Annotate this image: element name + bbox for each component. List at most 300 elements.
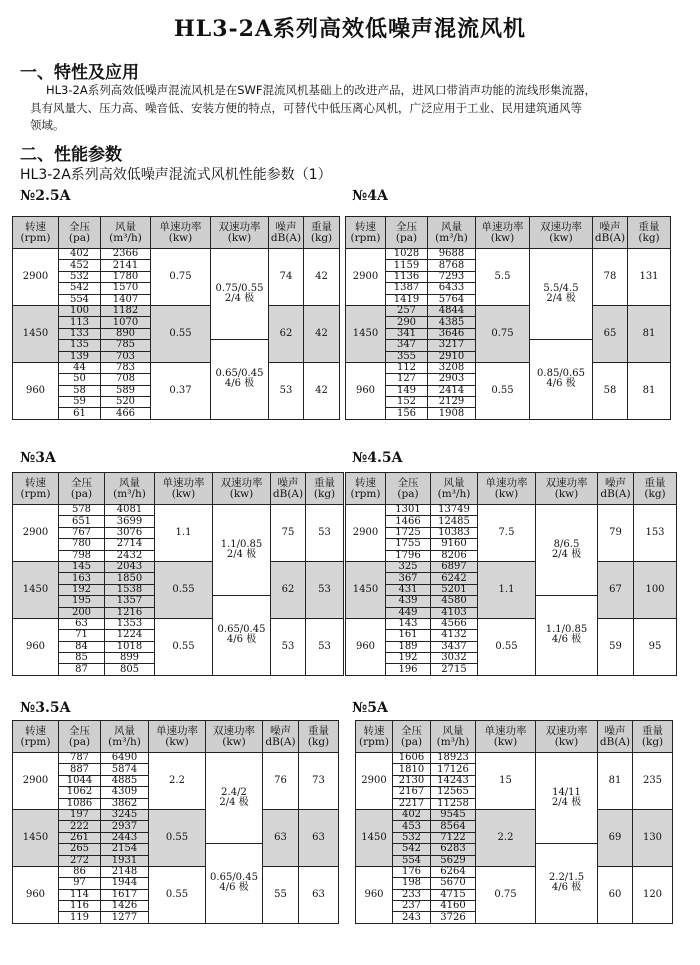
header-label: 转速 <box>355 476 376 489</box>
airflow-cell: 1353 <box>105 618 155 629</box>
airflow-cell: 1070 <box>101 317 151 328</box>
intro-line-3: 领域。 <box>30 118 65 132</box>
pressure-cell: 127 <box>386 374 428 385</box>
speed-cell: 960 <box>13 618 59 675</box>
airflow-cell: 2432 <box>105 550 155 561</box>
airflow-cell: 3726 <box>431 912 476 923</box>
pressure-cell: 163 <box>59 573 105 584</box>
model-label: №5A <box>352 700 388 716</box>
airflow-cell: 1277 <box>101 912 149 923</box>
header-label: 风量 <box>443 476 465 489</box>
header-label: 单速功率 <box>484 724 527 737</box>
airflow-cell: 4580 <box>431 596 478 607</box>
dual-pole-label: 4/6 极 <box>226 634 257 646</box>
header-unit: (kg) <box>641 735 664 748</box>
pressure-cell: 97 <box>59 878 101 889</box>
header-unit: dB(A) <box>265 735 296 748</box>
airflow-cell: 18923 <box>431 753 476 764</box>
airflow-cell: 2366 <box>101 249 151 260</box>
header-unit: (kg) <box>313 487 336 500</box>
airflow-cell: 3646 <box>428 328 476 339</box>
weight-cell: 42 <box>304 305 340 362</box>
header-label: 单速功率 <box>156 724 198 737</box>
single-power-cell: 0.55 <box>149 809 206 866</box>
single-power-cell: 15 <box>476 753 536 810</box>
header-unit: (kw) <box>490 231 515 244</box>
section-heading-performance: 二、性能参数 <box>20 145 122 165</box>
header-label: 噪声 <box>599 220 621 233</box>
dual-power-cell <box>206 844 263 924</box>
airflow-cell: 2937 <box>101 821 149 832</box>
airflow-cell: 708 <box>101 374 151 385</box>
pressure-cell: 1136 <box>386 271 428 282</box>
airflow-cell: 6283 <box>431 844 476 855</box>
pressure-cell: 197 <box>59 809 101 820</box>
pressure-cell: 272 <box>59 855 101 866</box>
speed-cell: 960 <box>13 362 59 419</box>
header-unit: (rpm) <box>20 487 51 500</box>
pressure-cell: 116 <box>59 901 101 912</box>
header-label: 重量 <box>311 220 332 233</box>
dual-pole-label: 4/6 极 <box>546 378 576 390</box>
single-power-cell: 0.37 <box>151 362 211 419</box>
header-label: 风量 <box>441 220 462 233</box>
airflow-cell: 2414 <box>428 385 476 396</box>
airflow-cell: 10383 <box>431 527 478 538</box>
weight-cell: 42 <box>304 362 340 419</box>
column-header <box>59 721 101 753</box>
pressure-cell: 431 <box>386 584 431 595</box>
header-label: 转速 <box>363 724 385 737</box>
airflow-cell: 8564 <box>431 821 476 832</box>
table-row <box>346 305 671 316</box>
dual-pole-label: 2/4 极 <box>551 549 582 561</box>
header-label: 全压 <box>71 476 92 489</box>
airflow-cell: 3217 <box>428 340 476 351</box>
airflow-cell: 3437 <box>431 641 478 652</box>
dual-power-cell <box>211 340 269 420</box>
airflow-cell: 1908 <box>428 408 476 419</box>
header-unit: (rpm) <box>20 231 51 244</box>
pressure-cell: 452 <box>59 260 101 271</box>
dual-pole-label: 2/4 极 <box>224 293 255 305</box>
noise-cell: 55 <box>263 866 299 923</box>
performance-table <box>345 216 671 420</box>
weight-cell: 53 <box>306 618 344 675</box>
pressure-cell: 1387 <box>386 283 428 294</box>
header-unit: (rpm) <box>350 487 381 500</box>
airflow-cell: 783 <box>101 362 151 373</box>
pressure-cell: 453 <box>393 821 431 832</box>
pressure-cell: 367 <box>386 573 431 584</box>
airflow-cell: 1780 <box>101 271 151 282</box>
header-label: 风量 <box>115 220 136 233</box>
header-label: 重量 <box>314 476 335 489</box>
header-unit: (pa) <box>70 487 93 500</box>
pressure-cell: 578 <box>59 505 105 516</box>
weight-cell: 53 <box>306 505 344 562</box>
dual-pole-label: 2/4 极 <box>551 797 582 809</box>
airflow-cell: 1018 <box>105 641 155 652</box>
pressure-cell: 554 <box>59 294 101 305</box>
pressure-cell: 1419 <box>386 294 428 305</box>
pressure-cell: 1796 <box>386 550 431 561</box>
column-header <box>306 473 344 505</box>
header-label: 噪声 <box>270 724 291 737</box>
column-header <box>431 473 478 505</box>
pressure-cell: 1466 <box>386 516 431 527</box>
weight-cell: 63 <box>299 809 339 866</box>
airflow-cell: 3076 <box>105 527 155 538</box>
pressure-cell: 2167 <box>393 787 431 798</box>
pressure-cell: 325 <box>386 561 431 572</box>
dual-power-cell <box>213 505 271 596</box>
header-label: 重量 <box>642 724 663 737</box>
airflow-cell: 3862 <box>101 798 149 809</box>
airflow-cell: 17126 <box>431 764 476 775</box>
airflow-cell: 4081 <box>105 505 155 516</box>
single-power-cell: 5.5 <box>476 249 530 306</box>
column-header <box>206 721 263 753</box>
dual-power-cell <box>530 249 593 340</box>
airflow-cell: 6897 <box>431 561 478 572</box>
airflow-cell: 5629 <box>431 855 476 866</box>
single-power-cell: 7.5 <box>478 505 536 562</box>
header-label: 噪声 <box>275 220 297 233</box>
weight-cell: 53 <box>306 561 344 618</box>
pressure-cell: 112 <box>386 362 428 373</box>
dual-power-cell <box>536 844 598 924</box>
airflow-cell: 1617 <box>101 889 149 900</box>
airflow-cell: 1931 <box>101 855 149 866</box>
column-header <box>476 721 536 753</box>
pressure-cell: 2217 <box>393 798 431 809</box>
airflow-cell: 785 <box>101 340 151 351</box>
pressure-cell: 161 <box>386 630 431 641</box>
airflow-cell: 2715 <box>431 664 478 675</box>
pressure-cell: 86 <box>59 866 101 877</box>
noise-cell: 53 <box>269 362 304 419</box>
table-row <box>346 505 677 516</box>
column-header <box>633 721 673 753</box>
pressure-cell: 119 <box>59 912 101 923</box>
header-label: 双速功率 <box>545 724 588 737</box>
airflow-cell: 4160 <box>431 901 476 912</box>
pressure-cell: 149 <box>386 385 428 396</box>
column-header <box>13 473 59 505</box>
airflow-cell: 9688 <box>428 249 476 260</box>
dual-power-value: 1.1/0.85 <box>545 624 588 636</box>
performance-table <box>355 720 673 924</box>
pressure-cell: 347 <box>386 340 428 351</box>
header-label: 双速功率 <box>218 220 261 233</box>
airflow-cell: 1407 <box>101 294 151 305</box>
column-header <box>593 217 628 249</box>
airflow-cell: 5874 <box>101 764 149 775</box>
noise-cell: 74 <box>269 249 304 306</box>
column-header <box>386 217 428 249</box>
column-header <box>271 473 306 505</box>
pressure-cell: 192 <box>386 653 431 664</box>
column-header <box>299 721 339 753</box>
weight-cell: 73 <box>299 753 339 810</box>
header-unit: (kg) <box>310 231 333 244</box>
weight-cell: 131 <box>628 249 671 306</box>
pressure-cell: 651 <box>59 516 105 527</box>
pressure-cell: 152 <box>386 397 428 408</box>
header-unit: (m³/h) <box>435 231 468 244</box>
pressure-cell: 532 <box>393 832 431 843</box>
airflow-cell: 6242 <box>431 573 478 584</box>
dual-power-cell <box>536 505 598 596</box>
airflow-cell: 3245 <box>101 809 149 820</box>
table-row <box>13 809 339 820</box>
header-unit: (pa) <box>68 735 91 748</box>
single-power-cell: 0.55 <box>151 305 211 362</box>
weight-cell: 81 <box>628 362 671 419</box>
airflow-cell: 5670 <box>431 878 476 889</box>
header-unit: (m³/h) <box>437 487 471 500</box>
pressure-cell: 85 <box>59 653 105 664</box>
performance-table <box>345 472 677 676</box>
header-label: 重量 <box>638 220 660 233</box>
airflow-cell: 9545 <box>431 809 476 820</box>
weight-cell: 81 <box>628 305 671 362</box>
pressure-cell: 1086 <box>59 798 101 809</box>
table-row <box>13 618 344 629</box>
pressure-cell: 449 <box>386 607 431 618</box>
header-label: 转速 <box>25 476 46 489</box>
column-header <box>105 473 155 505</box>
table-row <box>356 866 673 877</box>
intro-paragraph <box>30 82 690 135</box>
pressure-cell: 1755 <box>386 539 431 550</box>
pressure-cell: 222 <box>59 821 101 832</box>
pressure-cell: 542 <box>59 283 101 294</box>
airflow-cell: 8768 <box>428 260 476 271</box>
speed-cell: 2900 <box>356 753 393 810</box>
dual-power-value: 2.4/2 <box>221 787 247 799</box>
header-label: 转速 <box>25 220 46 233</box>
pressure-cell: 261 <box>59 832 101 843</box>
noise-cell: 60 <box>598 866 633 923</box>
table-row <box>13 249 340 260</box>
dual-power-cell <box>536 753 598 844</box>
pressure-cell: 554 <box>393 855 431 866</box>
dual-power-cell <box>211 249 269 340</box>
pressure-cell: 156 <box>386 408 428 419</box>
dual-pole-label: 4/6 极 <box>551 882 582 894</box>
airflow-cell: 9160 <box>431 539 478 550</box>
pressure-cell: 135 <box>59 340 101 351</box>
column-header <box>13 217 59 249</box>
column-header <box>476 217 530 249</box>
column-header <box>151 217 211 249</box>
speed-cell: 960 <box>356 866 393 923</box>
table-row <box>356 809 673 820</box>
airflow-cell: 7293 <box>428 271 476 282</box>
airflow-cell: 1216 <box>105 607 155 618</box>
airflow-cell: 3699 <box>105 516 155 527</box>
table-row <box>13 561 344 572</box>
noise-cell: 63 <box>263 809 299 866</box>
performance-table <box>12 720 339 924</box>
header-unit: (rpm) <box>350 231 381 244</box>
dual-power-value: 0.85/0.65 <box>537 368 585 380</box>
dual-power-value: 14/11 <box>552 787 581 799</box>
header-label: 双速功率 <box>220 476 263 489</box>
header-label: 双速功率 <box>545 476 588 489</box>
single-power-cell: 0.75 <box>151 249 211 306</box>
pressure-cell: 84 <box>59 641 105 652</box>
noise-cell: 78 <box>593 249 628 306</box>
dual-power-value: 0.65/0.45 <box>217 624 266 636</box>
weight-cell: 42 <box>304 249 340 306</box>
airflow-cell: 6433 <box>428 283 476 294</box>
dual-pole-label: 2/4 极 <box>219 797 249 809</box>
speed-cell: 1450 <box>346 305 386 362</box>
pressure-cell: 787 <box>59 753 101 764</box>
noise-cell: 62 <box>269 305 304 362</box>
header-label: 双速功率 <box>213 724 255 737</box>
noise-cell: 81 <box>598 753 633 810</box>
table-row <box>346 249 671 260</box>
table-row <box>13 505 344 516</box>
header-label: 双速功率 <box>540 220 582 233</box>
table-row <box>346 618 677 629</box>
header-label: 全压 <box>401 724 422 737</box>
pressure-cell: 198 <box>393 878 431 889</box>
dual-power-value: 0.65/0.45 <box>210 872 258 884</box>
dual-power-cell <box>536 596 598 676</box>
column-header <box>478 473 536 505</box>
header-label: 全压 <box>69 220 90 233</box>
airflow-cell: 2903 <box>428 374 476 385</box>
pressure-cell: 532 <box>59 271 101 282</box>
column-header <box>598 721 633 753</box>
airflow-cell: 4885 <box>101 775 149 786</box>
airflow-cell: 899 <box>105 653 155 664</box>
dual-pole-label: 4/6 极 <box>224 378 255 390</box>
pressure-cell: 196 <box>386 664 431 675</box>
pressure-cell: 87 <box>59 664 105 675</box>
intro-line-1: HL3-2A系列高效低噪声混流风机是在SWF混流风机基础上的改进产品，进风口带消声功能的流线形集流器， <box>46 83 596 97</box>
column-header <box>536 473 598 505</box>
header-unit: (kw) <box>227 231 252 244</box>
single-power-cell: 0.55 <box>149 866 206 923</box>
table-row <box>13 753 339 764</box>
pressure-cell: 798 <box>59 550 105 561</box>
pressure-cell: 1301 <box>386 505 431 516</box>
header-unit: dB(A) <box>270 231 302 244</box>
model-label: №3A <box>20 450 56 466</box>
header-unit: (kw) <box>222 735 246 748</box>
header-unit: (pa) <box>395 231 418 244</box>
column-header <box>628 217 671 249</box>
header-unit: (m³/h) <box>113 487 146 500</box>
header-unit: (kg) <box>638 231 660 244</box>
header-label: 全压 <box>396 220 417 233</box>
airflow-cell: 1850 <box>105 573 155 584</box>
weight-cell: 63 <box>299 866 339 923</box>
pressure-cell: 59 <box>59 397 101 408</box>
column-header <box>13 721 59 753</box>
single-power-cell: 0.75 <box>476 305 530 362</box>
airflow-cell: 1426 <box>101 901 149 912</box>
table-row <box>13 305 340 316</box>
noise-cell: 59 <box>598 618 634 675</box>
pressure-cell: 1606 <box>393 753 431 764</box>
noise-cell: 62 <box>271 561 306 618</box>
header-label: 全压 <box>397 476 419 489</box>
noise-cell: 76 <box>263 753 299 810</box>
airflow-cell: 1357 <box>105 596 155 607</box>
header-label: 单速功率 <box>162 476 205 489</box>
airflow-cell: 5201 <box>431 584 478 595</box>
model-label: №2.5A <box>20 188 71 204</box>
header-label: 噪声 <box>604 724 626 737</box>
header-unit: (kw) <box>554 487 579 500</box>
performance-table <box>12 472 344 676</box>
pressure-cell: 290 <box>386 317 428 328</box>
speed-cell: 2900 <box>346 249 386 306</box>
pressure-cell: 133 <box>59 328 101 339</box>
airflow-cell: 1538 <box>105 584 155 595</box>
pressure-cell: 767 <box>59 527 105 538</box>
header-unit: (kw) <box>168 231 193 244</box>
noise-cell: 65 <box>593 305 628 362</box>
column-header <box>149 721 206 753</box>
pressure-cell: 114 <box>59 889 101 900</box>
header-unit: (kg) <box>644 487 666 500</box>
speed-cell: 1450 <box>13 305 59 362</box>
airflow-cell: 2043 <box>105 561 155 572</box>
weight-cell: 235 <box>633 753 673 810</box>
airflow-cell: 466 <box>101 408 151 419</box>
speed-cell: 2900 <box>346 505 386 562</box>
header-unit: (kw) <box>554 735 579 748</box>
airflow-cell: 4566 <box>431 618 478 629</box>
speed-cell: 960 <box>346 362 386 419</box>
dual-power-value: 0.65/0.45 <box>215 368 264 380</box>
header-unit: (kw) <box>171 487 196 500</box>
airflow-cell: 2154 <box>101 844 149 855</box>
speed-cell: 2900 <box>13 249 59 306</box>
model-label: №3.5A <box>20 700 71 716</box>
column-header <box>428 217 476 249</box>
airflow-cell: 6264 <box>431 866 476 877</box>
column-header <box>346 217 386 249</box>
header-unit: (pa) <box>68 231 91 244</box>
pressure-cell: 1044 <box>59 775 101 786</box>
section-heading-features: 一、特性及应用 <box>20 63 139 83</box>
header-label: 风量 <box>442 724 464 737</box>
header-unit: (kw) <box>165 735 189 748</box>
pressure-cell: 439 <box>386 596 431 607</box>
pressure-cell: 1810 <box>393 764 431 775</box>
pressure-cell: 243 <box>393 912 431 923</box>
header-unit: dB(A) <box>272 487 304 500</box>
airflow-cell: 1570 <box>101 283 151 294</box>
column-header <box>59 217 101 249</box>
header-label: 风量 <box>114 724 135 737</box>
column-header <box>213 473 271 505</box>
dual-power-value: 0.75/0.55 <box>215 283 264 295</box>
header-unit: dB(A) <box>600 487 631 500</box>
header-unit: (m³/h) <box>109 231 142 244</box>
column-header <box>634 473 677 505</box>
pressure-cell: 71 <box>59 630 105 641</box>
